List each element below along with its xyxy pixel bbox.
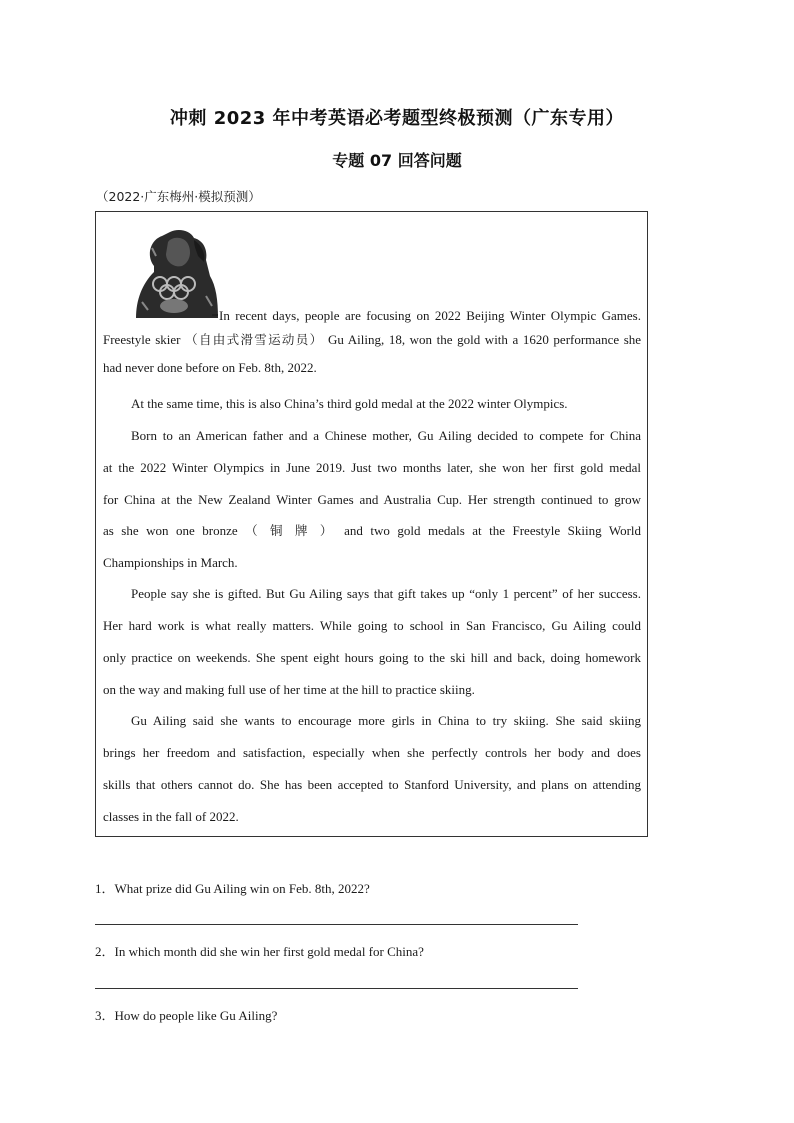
passage-text: In recent days, people are focusing on 2022 Beijing Winter Olympic Games. — [219, 308, 641, 323]
chinese-gloss: （ 铜 牌 ） — [245, 523, 337, 538]
document-title: 冲刺 2023 年中考英语必考题型终极预测（广东专用） — [169, 108, 625, 129]
passage-text: on the way and making full use of her time at the hill to practice skiing. — [103, 682, 475, 697]
passage-text: and two gold medals at the Freestyle Skiing World — [344, 523, 642, 538]
passage-line — [103, 650, 641, 666]
passage-text: had never done before on Feb. 8th, 2022. — [103, 360, 317, 375]
passage-line — [103, 555, 238, 571]
passage-text: Born to an American father and a Chinese mother, Gu Ailing decided to compete for China — [131, 428, 641, 443]
passage-line — [103, 745, 641, 761]
passage-line — [103, 492, 641, 508]
passage-line — [219, 308, 641, 324]
passage-line — [103, 809, 239, 825]
passage-line — [103, 332, 641, 348]
passage-line — [131, 428, 641, 444]
passage-line — [103, 523, 641, 539]
passage-line — [131, 586, 641, 602]
passage-text: At the same time, this is also China’s third gold medal at the 2022 winter Olympics. — [131, 396, 568, 411]
passage-line — [103, 460, 641, 476]
passage-line — [103, 682, 475, 698]
source-note: （2022·广东梅州·模拟预测） — [96, 189, 261, 204]
passage-line — [103, 777, 641, 793]
passage-text: Championships in March. — [103, 555, 238, 570]
passage-text: classes in the fall of 2022. — [103, 809, 239, 824]
passage-text: brings her freedom and satisfaction, especially when she perfectly controls her body and does — [103, 745, 641, 760]
passage-text: at the 2022 Winter Olympics in June 2019. Just two months later, she won her first gold medal — [103, 460, 641, 475]
passage-text: People say she is gifted. But Gu Ailing says that gift takes up “only 1 percent” of her success. — [131, 586, 641, 601]
passage-line — [131, 713, 641, 729]
passage-line — [103, 360, 317, 376]
passage-text: Her hard work is what really matters. While going to school in San Francisco, Gu Ailing could — [103, 618, 641, 633]
reading-passage-box — [95, 211, 648, 837]
passage-text: Gu Ailing, 18, won the gold with a 1620 performance she — [328, 332, 642, 347]
question-3: 3．How do people like Gu Ailing? — [95, 1008, 278, 1023]
document-subtitle: 专题 07 回答问题 — [332, 151, 462, 170]
passage-line — [131, 396, 568, 412]
answer-line-2[interactable] — [95, 988, 578, 989]
passage-text: for China at the New Zealand Winter Games and Australia Cup. Her strength continued to grow — [103, 492, 641, 507]
passage-text: Freestyle skier — [103, 332, 181, 347]
passage-text: only practice on weekends. She spent eight hours going to the ski hill and back, doing homework — [103, 650, 641, 665]
skier-photo — [136, 226, 218, 318]
question-1: 1．What prize did Gu Ailing win on Feb. 8th, 2022? — [95, 881, 370, 896]
passage-text: as she won one bronze — [103, 523, 238, 538]
passage-text: skills that others cannot do. She has been accepted to Stanford University, and plans on attending — [103, 777, 641, 792]
passage-text: Gu Ailing said she wants to encourage more girls in China to try skiing. She said skiing — [131, 713, 641, 728]
answer-line-1[interactable] — [95, 924, 578, 925]
passage-line — [103, 618, 641, 634]
chinese-gloss: （自由式滑雪运动员） — [185, 332, 324, 347]
question-2: 2．In which month did she win her first gold medal for China? — [95, 944, 424, 959]
